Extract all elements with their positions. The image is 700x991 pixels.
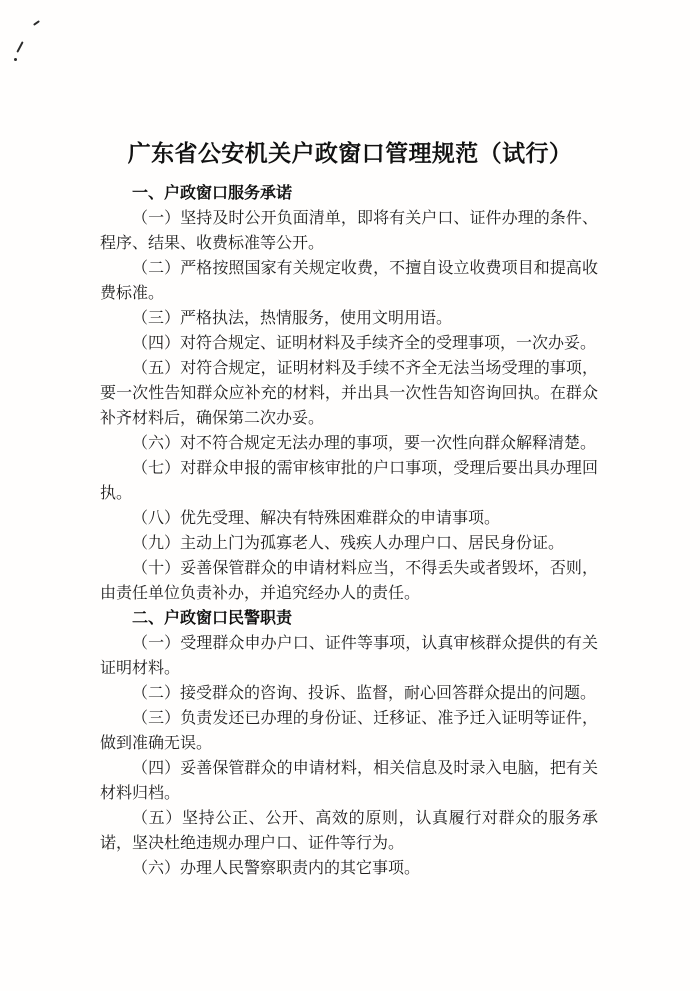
section-1-item-5: （五）对符合规定，证明材料及手续不齐全无法当场受理的事项，要一次性告知群众应补充的材料，并出具一次性告知咨询回执。在群众补齐材料后，确保第二次办妥。 (100, 360, 598, 427)
section-1-item-9: （九）主动上门为孤寡老人、残疾人办理户口、居民身份证。 (132, 535, 565, 552)
section-1-item-10: （十）妥善保管群众的申请材料应当，不得丢失或者毁坏，否则，由责任单位负责补办，并追究经办人的责任。 (100, 560, 598, 602)
page-title: 广东省公安机关户政窗口管理规范（试行） (127, 141, 573, 167)
section-2-item-1: （一）受理群众申办户口、证件等事项，认真审核群众提供的有关证明材料。 (100, 635, 598, 677)
section-1-item-3: （三）严格执法，热情服务，使用文明用语。 (132, 310, 453, 327)
section-2-item-5: （五）坚持公正、公开、高效的原则，认真履行对群众的服务承诺，坚决杜绝违规办理户口、证件等行为。 (100, 810, 598, 852)
section-1-item-6: （六）对不符合规定无法办理的事项，要一次性向群众解释清楚。 (132, 435, 597, 452)
document-body (100, 181, 598, 881)
section-2-heading: 二、户政窗口民警职责 (132, 610, 293, 627)
section-1-item-4: （四）对符合规定、证明材料及手续齐全的受理事项，一次办妥。 (132, 335, 597, 352)
ink-dot-mark (14, 58, 17, 61)
ink-tick-mark (33, 20, 40, 26)
section-1-item-7: （七）对群众申报的需审核审批的户口事项，受理后要出具办理回执。 (100, 460, 598, 502)
section-1-item-2: （二）严格按照国家有关规定收费，不擅自设立收费项目和提高收费标准。 (100, 260, 598, 302)
section-2-item-4: （四）妥善保管群众的申请材料，相关信息及时录入电脑，把有关材料归档。 (100, 760, 598, 802)
section-2-item-6: （六）办理人民警察职责内的其它事项。 (132, 860, 421, 877)
section-2-item-2: （二）接受群众的咨询、投诉、监督，耐心回答群众提出的问题。 (132, 685, 597, 702)
section-1-item-1: （一）坚持及时公开负面清单，即将有关户口、证件办理的条件、程序、结果、收费标准等公开。 (100, 210, 598, 252)
section-1-item-8: （八）优先受理、解决有特殊困难群众的申请事项。 (132, 510, 501, 527)
ink-slash-mark (16, 41, 23, 53)
section-2-item-3: （三）负责发还已办理的身份证、迁移证、准予迁入证明等证件，做到准确无误。 (100, 710, 598, 752)
section-1-heading: 一、户政窗口服务承诺 (132, 185, 293, 202)
